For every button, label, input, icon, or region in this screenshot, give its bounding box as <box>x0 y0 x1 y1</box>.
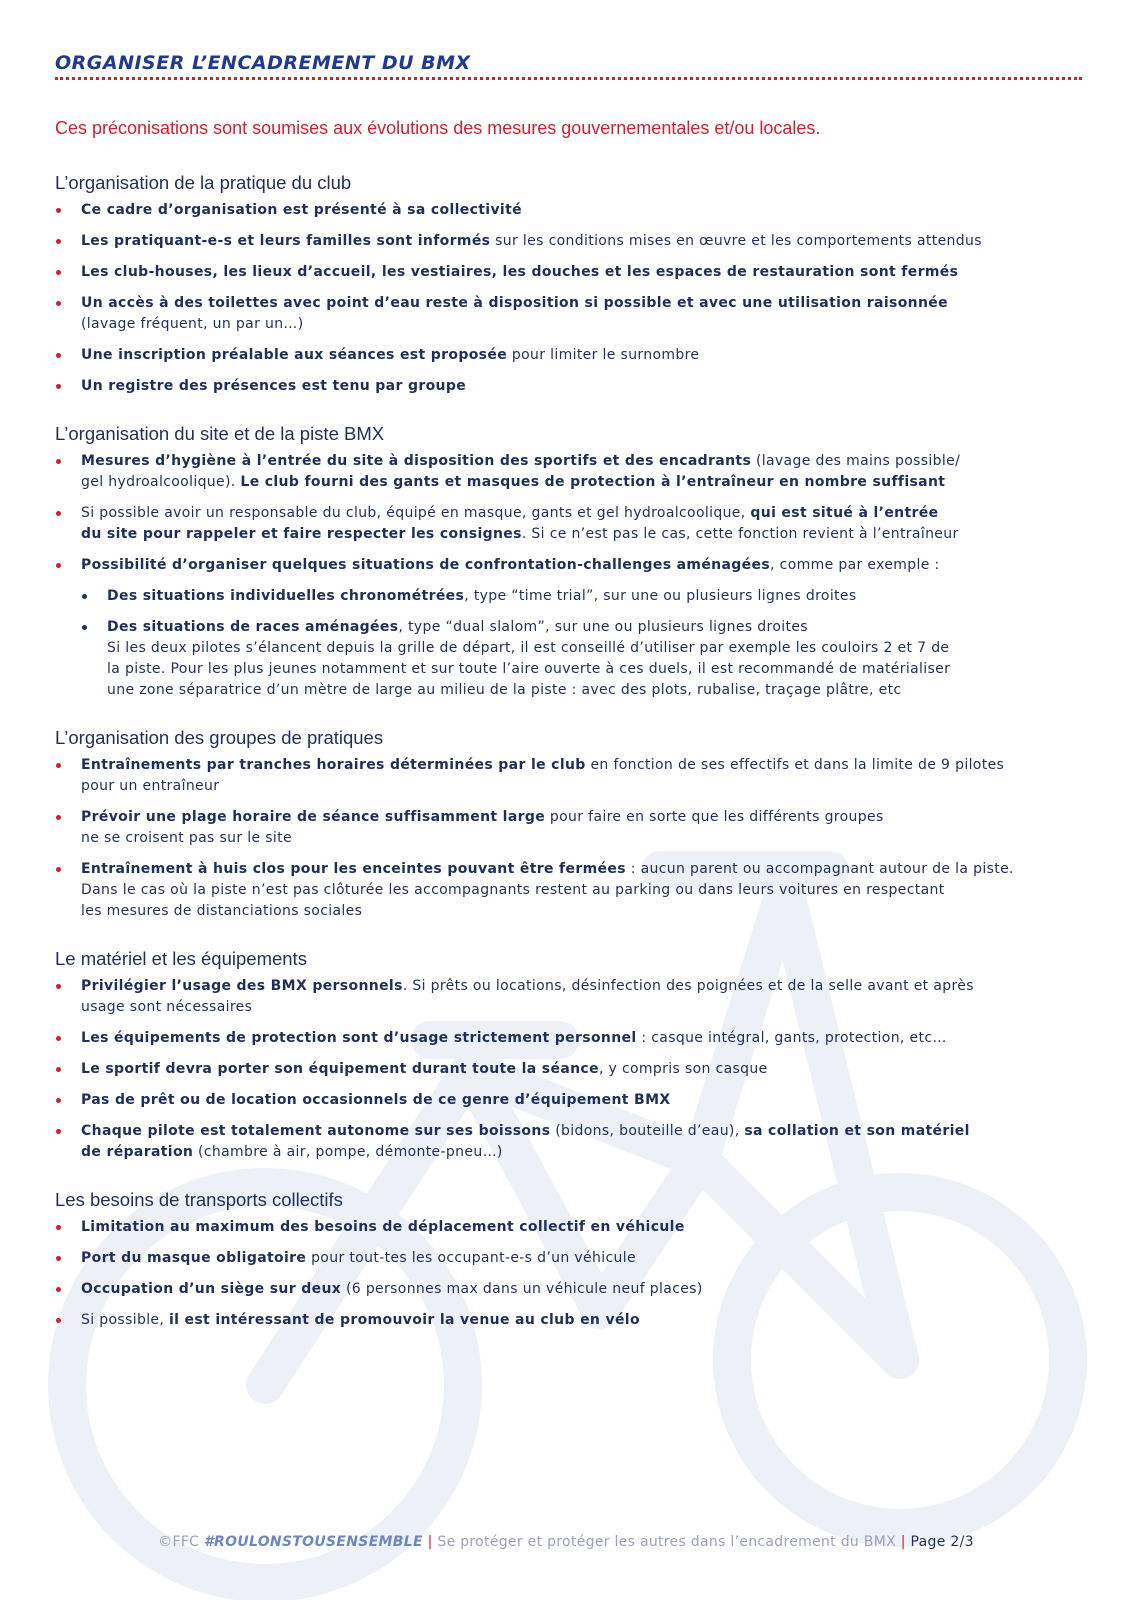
bullet-list <box>55 451 1095 701</box>
bullet-item <box>55 1248 1095 1269</box>
sub-bullet-list <box>81 586 1095 701</box>
section <box>55 423 1095 701</box>
bold-text: Possibilité d’organiser quelques situations de confrontation-challenges aménagées <box>81 557 771 573</box>
bullet-item <box>55 807 1095 849</box>
bold-text: qui est situé à l’entrée <box>750 505 939 521</box>
bullet-item <box>55 376 1095 397</box>
bold-text: Les équipements de protection sont d’usage strictement personnel <box>81 1030 637 1046</box>
bullet-list <box>55 755 1095 922</box>
bullet-item <box>55 1090 1095 1111</box>
section-heading: L’organisation des groupes de pratiques <box>55 727 384 748</box>
bullet-item <box>55 345 1095 366</box>
bold-text: Un registre des présences est tenu par groupe <box>81 378 467 394</box>
bullet-list <box>55 200 1095 397</box>
bold-text: Chaque pilote est totalement autonome sur ses boissons <box>81 1123 551 1139</box>
text: ne se croisent pas sur le site <box>81 830 292 846</box>
text: , y compris son casque <box>598 1061 768 1077</box>
bullet-item <box>55 262 1095 283</box>
bold-text: Des situations individuelles chronométrées <box>107 588 465 604</box>
text: , comme par exemple : <box>770 557 940 573</box>
text: pour un entraîneur <box>81 778 220 794</box>
bold-text: il est intéressant de promouvoir la venue au club en vélo <box>169 1312 640 1328</box>
bullet-item <box>55 1059 1095 1080</box>
section-heading: Les besoins de transports collectifs <box>55 1189 343 1210</box>
bold-text: de réparation <box>81 1144 194 1160</box>
text: Dans le cas où la piste n’est pas clôturée les accompagnants restent au parking ou dans leurs voitures en respectant <box>81 882 945 898</box>
bold-text: Les club-houses, les lieux d’accueil, les vestiaires, les douches et les espaces de restauration sont fermés <box>81 264 959 280</box>
text: la piste. Pour les plus jeunes notamment et sur toute l’aire ouverte à ces duels, il est recommandé de matérialiser <box>107 661 951 677</box>
bullet-item <box>55 231 1095 252</box>
footer-doc-title: Se protéger et protéger les autres dans l’encadrement du BMX <box>437 1534 896 1550</box>
text: Si possible, <box>81 1312 169 1328</box>
notice-text: Ces préconisations sont soumises aux évolutions des mesures gouvernementales et/ou locales. <box>55 118 821 138</box>
bold-text: Ce cadre d’organisation est présenté à sa collectivité <box>81 202 522 218</box>
bold-text: du site pour rappeler et faire respecter les consignes <box>81 526 522 542</box>
bold-text: Le club fourni des gants et masques de protection à l’entraîneur en nombre suffisant <box>240 474 946 490</box>
footer-separator: | <box>896 1534 911 1550</box>
text: Si possible avoir un responsable du club, équipé en masque, gants et gel hydroalcoolique, <box>81 505 751 521</box>
text: pour tout-tes les occupant-e-s d’un véhicule <box>306 1250 636 1266</box>
bold-text: Les pratiquant-e-s et leurs familles sont informés <box>81 233 491 249</box>
text: , type “time trial”, sur une ou plusieurs lignes droites <box>464 588 857 604</box>
bullet-item <box>55 200 1095 221</box>
bullet-item <box>55 755 1095 797</box>
footer-copyright: ©FFC <box>158 1534 205 1550</box>
text: (lavage des mains possible/ <box>751 453 961 469</box>
text: (lavage fréquent, un par un…) <box>81 316 304 332</box>
bold-text: Un accès à des toilettes avec point d’eau reste à disposition si possible et avec une utilisation raisonnée <box>81 295 948 311</box>
footer-separator: | <box>422 1534 438 1550</box>
bold-text: Une inscription préalable aux séances est proposée <box>81 347 508 363</box>
bold-text: Entraînements par tranches horaires déterminées par le club <box>81 757 586 773</box>
page-title: ORGANISER L’ENCADREMENT DU BMX <box>55 52 471 74</box>
bold-text: Mesures d’hygiène à l’entrée du site à disposition des sportifs et des encadrants <box>81 453 752 469</box>
bold-text: Privilégier l’usage des BMX personnels <box>81 978 403 994</box>
bullet-list <box>55 1217 1095 1331</box>
bold-text: Occupation d’un siège sur deux <box>81 1281 342 1297</box>
text: . Si ce n’est pas le cas, cette fonction revient à l’entraîneur <box>521 526 959 542</box>
bullet-item <box>55 859 1095 922</box>
bullet-item <box>55 1028 1095 1049</box>
bullet-item <box>55 1310 1095 1331</box>
section-heading: Le matériel et les équipements <box>55 948 307 969</box>
text: pour faire en sorte que les différents groupes <box>545 809 884 825</box>
bullet-item <box>55 976 1095 1018</box>
bullet-item <box>55 1217 1095 1238</box>
sub-bullet-item <box>81 586 1095 607</box>
text: . Si prêts ou locations, désinfection des poignées et de la selle avant et après <box>402 978 974 994</box>
bold-text: Le sportif devra porter son équipement durant toute la séance <box>81 1061 599 1077</box>
text: : aucun parent ou accompagnant autour de la piste. <box>625 861 1014 877</box>
bold-text: Pas de prêt ou de location occasionnels de ce genre d’équipement BMX <box>81 1092 671 1108</box>
bold-text: Port du masque obligatoire <box>81 1250 307 1266</box>
footer-hashtag: #ROULONSTOUSENSEMBLE <box>204 1534 423 1550</box>
header-dotted-divider <box>55 77 1082 80</box>
text: Si les deux pilotes s’élancent depuis la grille de départ, il est conseillé d’utiliser par exemple les couloirs 2 et 7 de <box>107 640 950 656</box>
section <box>55 172 1095 397</box>
text: (chambre à air, pompe, démonte-pneu…) <box>193 1144 503 1160</box>
text: gel hydroalcoolique). <box>81 474 241 490</box>
section <box>55 1189 1095 1331</box>
bullet-item <box>55 293 1095 335</box>
page-number: Page 2/3 <box>910 1534 974 1550</box>
section-heading: L’organisation du site et de la piste BMX <box>55 423 385 444</box>
section-heading: L’organisation de la pratique du club <box>55 172 352 193</box>
text: (6 personnes max dans un véhicule neuf places) <box>341 1281 703 1297</box>
bullet-item <box>55 1121 1095 1163</box>
text: : casque intégral, gants, protection, etc… <box>636 1030 947 1046</box>
content <box>55 172 1095 1357</box>
text: sur les conditions mises en œuvre et les comportements attendus <box>490 233 982 249</box>
section <box>55 948 1095 1163</box>
bullet-list <box>55 976 1095 1163</box>
bullet-item <box>55 451 1095 493</box>
bullet-item <box>55 1279 1095 1300</box>
text: pour limiter le surnombre <box>507 347 700 363</box>
section <box>55 727 1095 922</box>
text: une zone séparatrice d’un mètre de large au milieu de la piste : avec des plots, rubalise, traçage plâtre, etc <box>107 682 902 698</box>
bullet-item <box>55 503 1095 545</box>
text: (bidons, bouteille d’eau), <box>550 1123 745 1139</box>
sub-bullet-item <box>81 617 1095 701</box>
bold-text: sa collation et son matériel <box>744 1123 970 1139</box>
footer <box>0 1534 1132 1550</box>
bold-text: Limitation au maximum des besoins de déplacement collectif en véhicule <box>81 1219 685 1235</box>
text: usage sont nécessaires <box>81 999 253 1015</box>
bold-text: Des situations de races aménagées <box>107 619 399 635</box>
text: en fonction de ses effectifs et dans la limite de 9 pilotes <box>585 757 1005 773</box>
bullet-item <box>55 555 1095 701</box>
bold-text: Prévoir une plage horaire de séance suffisamment large <box>81 809 546 825</box>
bold-text: Entraînement à huis clos pour les enceintes pouvant être fermées <box>81 861 626 877</box>
text: , type “dual slalom”, sur une ou plusieurs lignes droites <box>398 619 808 635</box>
text: les mesures de distanciations sociales <box>81 903 363 919</box>
